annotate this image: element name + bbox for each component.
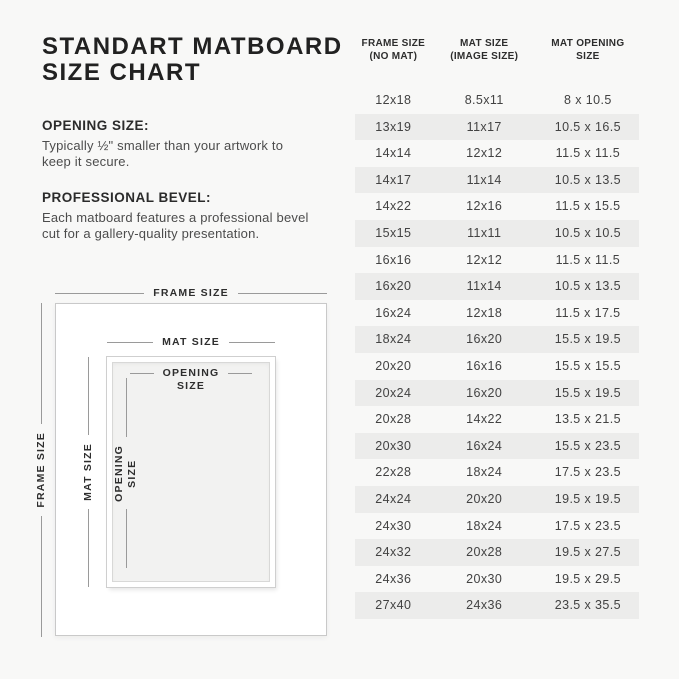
dimension-line xyxy=(55,293,144,294)
dimension-line xyxy=(238,293,327,294)
table-row xyxy=(355,459,639,486)
professional-bevel-heading: PROFESSIONAL BEVEL: xyxy=(42,190,212,205)
table-cell-frame-size: 24x36 xyxy=(375,571,412,586)
table-cell-frame-size: 24x30 xyxy=(375,518,412,533)
opening-size-label-line1: OPENING xyxy=(162,367,220,379)
opening-size-label xyxy=(163,367,220,393)
table-row xyxy=(355,380,639,407)
table-cell-frame-size: 20x20 xyxy=(375,358,412,373)
table-cell-mat-opening-size: 19.5 x 19.5 xyxy=(554,491,621,506)
table-cell-mat-size: 12x18 xyxy=(466,305,503,320)
table-cell-mat-opening-size: 11.5 x 15.5 xyxy=(555,199,621,214)
table-cell-frame-size: 24x24 xyxy=(375,491,412,506)
table-row xyxy=(355,486,639,513)
column-header-frame-size xyxy=(355,38,432,63)
table-cell-frame-size: 14x22 xyxy=(375,199,412,214)
table-row xyxy=(355,592,639,619)
table-cell-mat-opening-size: 10.5 x 16.5 xyxy=(554,119,621,134)
opening-size-label-line2: SIZE xyxy=(176,380,206,392)
opening-size-label-vertical xyxy=(113,445,139,502)
dimension-line xyxy=(107,342,153,343)
table-cell-mat-size: 12x12 xyxy=(466,146,503,161)
table-cell-frame-size: 18x24 xyxy=(375,332,412,347)
frame-size-dimension-vertical xyxy=(33,303,49,637)
column-header-text: (NO MAT) xyxy=(369,50,418,62)
table-cell-mat-opening-size: 8 x 10.5 xyxy=(564,93,612,107)
mat-size-label: MAT SIZE xyxy=(162,336,220,348)
table-cell-frame-size: 13x19 xyxy=(375,119,412,134)
table-cell-mat-size: 11x14 xyxy=(466,279,502,294)
table-cell-frame-size: 27x40 xyxy=(375,598,412,613)
table-cell-frame-size: 12x18 xyxy=(375,93,412,107)
table-row xyxy=(355,326,639,353)
table-row xyxy=(355,273,639,300)
column-header-text: FRAME SIZE xyxy=(361,38,426,49)
dimension-line xyxy=(126,509,127,568)
opening-size-label-vertical-line2: SIZE xyxy=(126,458,138,488)
size-table-header xyxy=(355,38,639,63)
mat-size-label-vertical: MAT SIZE xyxy=(81,443,94,501)
table-cell-mat-size: 11x14 xyxy=(466,172,502,187)
page-title-line1: STANDART MATBOARD xyxy=(42,33,343,60)
table-cell-mat-size: 20x30 xyxy=(466,571,503,586)
table-cell-mat-size: 18x24 xyxy=(466,465,503,480)
dimension-line xyxy=(130,373,154,374)
table-cell-frame-size: 20x24 xyxy=(375,385,412,400)
table-cell-frame-size: 15x15 xyxy=(375,225,412,240)
table-row xyxy=(355,433,639,460)
opening-size-section xyxy=(42,118,334,169)
column-header-mat-size xyxy=(432,38,537,63)
column-header-mat-opening-size xyxy=(537,38,639,63)
table-cell-mat-opening-size: 11.5 x 17.5 xyxy=(555,305,621,320)
dimension-line xyxy=(88,509,89,587)
table-cell-mat-size: 12x16 xyxy=(466,199,503,214)
table-cell-mat-opening-size: 15.5 x 23.5 xyxy=(554,438,621,453)
table-cell-mat-opening-size: 17.5 x 23.5 xyxy=(554,465,621,480)
table-row xyxy=(355,539,639,566)
table-cell-mat-opening-size: 15.5 x 19.5 xyxy=(554,332,621,347)
table-cell-mat-opening-size: 10.5 x 10.5 xyxy=(554,225,621,240)
dimension-line xyxy=(126,378,127,437)
table-cell-mat-size: 20x28 xyxy=(466,545,503,560)
table-cell-mat-size: 16x16 xyxy=(466,358,503,373)
table-cell-mat-size: 11x11 xyxy=(467,225,502,240)
table-cell-mat-size: 16x20 xyxy=(466,332,503,347)
table-row xyxy=(355,140,639,167)
opening-size-dimension-horizontal xyxy=(130,367,252,393)
table-cell-frame-size: 16x20 xyxy=(375,279,412,294)
table-row xyxy=(355,193,639,220)
mat-size-dimension-horizontal xyxy=(107,336,275,349)
table-row xyxy=(355,513,639,540)
table-cell-mat-size: 12x12 xyxy=(466,252,503,267)
table-cell-frame-size: 24x32 xyxy=(375,545,412,560)
dimension-line xyxy=(41,303,42,424)
table-cell-mat-size: 18x24 xyxy=(466,518,503,533)
table-cell-mat-opening-size: 11.5 x 11.5 xyxy=(555,146,621,161)
column-header-text: (IMAGE SIZE) xyxy=(450,50,519,62)
table-cell-mat-size: 16x20 xyxy=(466,385,503,400)
page-title-line2: SIZE CHART xyxy=(42,59,201,86)
column-header-text: MAT SIZE xyxy=(460,38,509,49)
table-cell-frame-size: 14x14 xyxy=(375,146,412,161)
table-cell-mat-size: 16x24 xyxy=(466,438,503,453)
opening-size-heading: OPENING SIZE: xyxy=(42,118,150,133)
table-row xyxy=(355,87,639,114)
column-header-text: MAT OPENING xyxy=(551,38,625,49)
table-cell-mat-opening-size: 19.5 x 27.5 xyxy=(554,545,621,560)
table-row xyxy=(355,220,639,247)
table-cell-frame-size: 20x30 xyxy=(375,438,412,453)
professional-bevel-section xyxy=(42,190,334,241)
table-row xyxy=(355,247,639,274)
table-cell-frame-size: 22x28 xyxy=(375,465,412,480)
table-cell-mat-size: 20x20 xyxy=(466,491,503,506)
opening-size-dimension-vertical xyxy=(112,378,140,568)
table-cell-mat-size: 14x22 xyxy=(466,412,503,427)
opening-size-description: Typically ½" smaller than your artwork to keep it secure. xyxy=(42,138,284,169)
dimension-line xyxy=(88,357,89,435)
table-cell-mat-opening-size: 11.5 x 11.5 xyxy=(555,252,621,267)
table-cell-mat-opening-size: 23.5 x 35.5 xyxy=(554,598,621,613)
table-row xyxy=(355,114,639,141)
table-cell-mat-opening-size: 19.5 x 29.5 xyxy=(554,571,621,586)
page-title xyxy=(42,34,343,86)
table-cell-mat-opening-size: 17.5 x 23.5 xyxy=(554,518,621,533)
frame-size-label-vertical: FRAME SIZE xyxy=(34,432,47,508)
column-header-text: SIZE xyxy=(576,50,600,62)
mat-size-dimension-vertical xyxy=(80,357,96,587)
opening-size-label-vertical-line1: OPENING xyxy=(113,444,125,502)
table-cell-mat-opening-size: 15.5 x 19.5 xyxy=(554,385,621,400)
table-cell-frame-size: 20x28 xyxy=(375,412,412,427)
table-cell-mat-size: 24x36 xyxy=(466,598,503,613)
dimension-line xyxy=(41,516,42,637)
table-cell-frame-size: 14x17 xyxy=(375,172,412,187)
dimension-line xyxy=(228,373,252,374)
table-row xyxy=(355,353,639,380)
table-row xyxy=(355,406,639,433)
table-cell-mat-opening-size: 13.5 x 21.5 xyxy=(554,412,621,427)
frame-size-label: FRAME SIZE xyxy=(153,287,229,299)
table-cell-frame-size: 16x16 xyxy=(375,252,412,267)
table-cell-mat-size: 8.5x11 xyxy=(464,93,504,107)
table-cell-mat-size: 11x17 xyxy=(466,119,502,134)
table-row xyxy=(355,300,639,327)
table-cell-mat-opening-size: 10.5 x 13.5 xyxy=(554,172,621,187)
size-table-body xyxy=(355,87,639,619)
frame-size-dimension-horizontal xyxy=(55,287,327,300)
table-row xyxy=(355,167,639,194)
table-row xyxy=(355,566,639,593)
professional-bevel-description: Each matboard features a professional bevel cut for a gallery-quality presentation. xyxy=(42,210,309,241)
table-cell-mat-opening-size: 10.5 x 13.5 xyxy=(554,279,621,294)
dimension-line xyxy=(229,342,275,343)
table-cell-mat-opening-size: 15.5 x 15.5 xyxy=(554,358,621,373)
table-cell-frame-size: 16x24 xyxy=(375,305,412,320)
